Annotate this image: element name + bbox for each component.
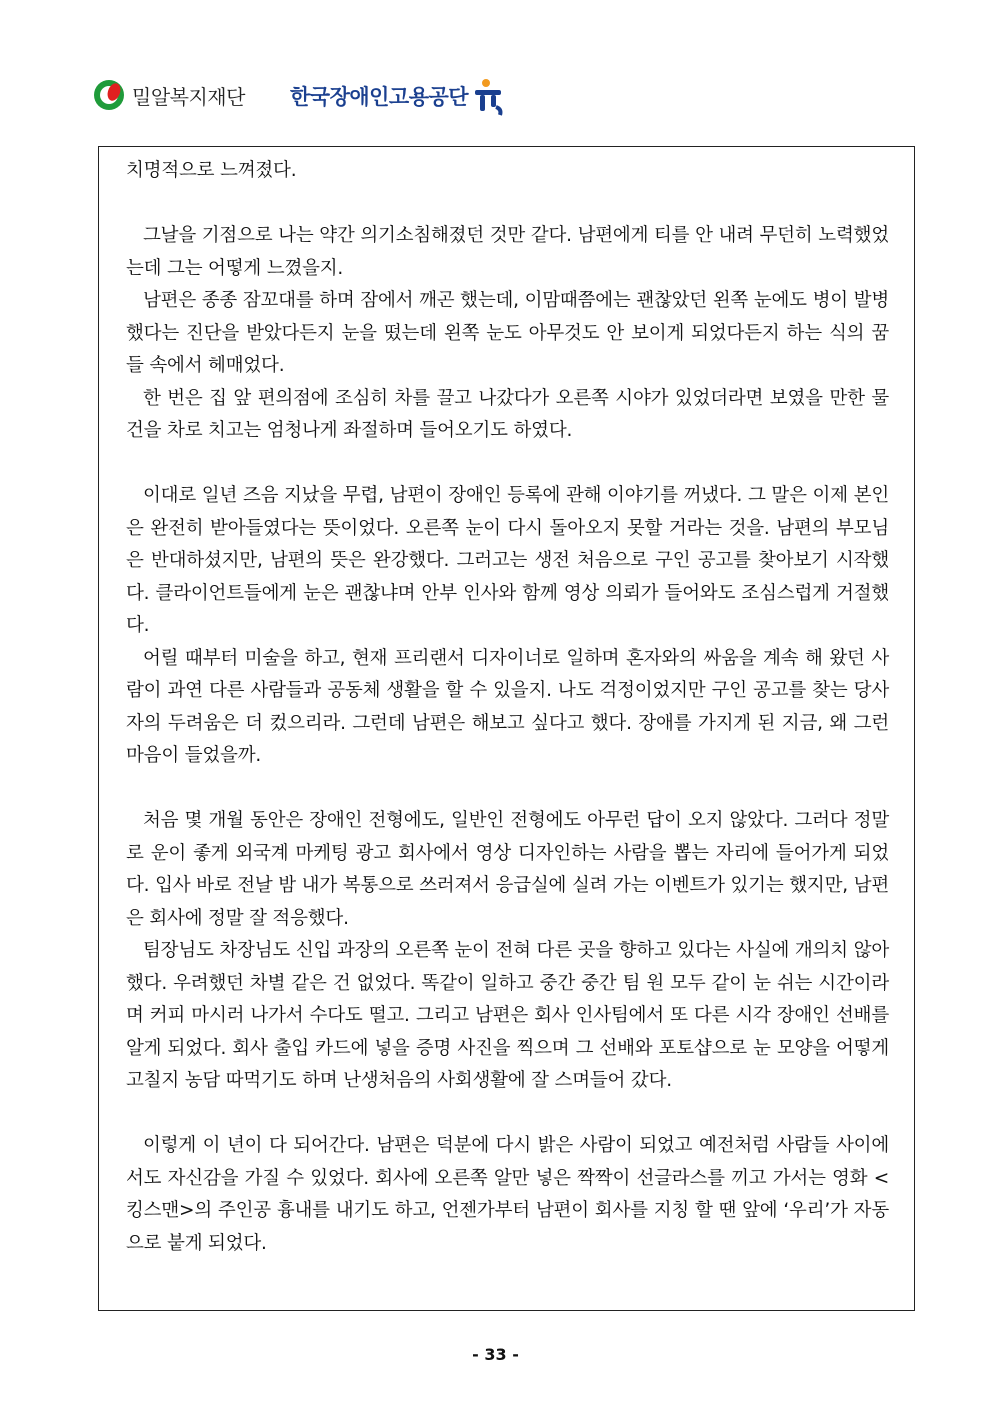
- paragraph: 팀장님도 차장님도 신입 과장의 오른쪽 눈이 전혀 다른 곳을 향하고 있다는 사실에 개의치 않아 했다. 우려했던 차별 같은 건 없었다. 똑같이 일하고 중간 중간 팀 원 모두 같이 눈 쉬는 시간이라며 커피 마시러 나가서 수다도 떨고. 그리고 남편은 회사 인사팀에서 또 다른 시각 장애인 선배를 알게 되었다. 회사 출입 카드에 넣을 증명 사진을 찍으며 그 선배와 포토샵으로 눈 모양을 어떻게 고칠지 농담 따먹기도 하며 난생처음의 사회생활에 잘 스며들어 갔다.: [126, 940, 889, 1091]
- paragraph-gap: [126, 1098, 889, 1131]
- paragraph: 남편은 종종 잠꼬대를 하며 잠에서 깨곤 했는데, 이맘때쯤에는 괜찮았던 왼쪽 눈에도 병이 발병했다는 진단을 받았다든지 눈을 떴는데 왼쪽 눈도 아무것도 안 보이게 되었다든지 하는 식의 꿈들 속에서 헤매었다.: [126, 290, 889, 376]
- page-header: [92, 72, 532, 120]
- paragraph: 그날을 기점으로 나는 약간 의기소침해졌던 것만 같다. 남편에게 티를 안 내려 무던히 노력했었는데 그는 어떻게 느꼈을지.: [126, 225, 889, 279]
- paragraph: 한 번은 집 앞 편의점에 조심히 차를 끌고 나갔다가 오른쪽 시야가 있었더라면 보였을 만한 물건을 차로 치고는 엄청나게 좌절하며 들어오기도 하였다.: [126, 387, 889, 441]
- kead-name: 한국장애인고용공단: [290, 85, 469, 109]
- paragraph-gap: [126, 448, 889, 481]
- text-box: [98, 146, 915, 1311]
- page-number: - 33 -: [472, 1345, 519, 1364]
- paragraph: 어릴 때부터 미술을 하고, 현재 프리랜서 디자이너로 일하며 혼자와의 싸움을 계속 해 왔던 사람이 과연 다른 사람들과 공동체 생활을 할 수 있을지. 나도 걱정이었지만 구인 공고를 찾는 당사자의 두려움은 더 컸으리라. 그런데 남편은 해보고 싶다고 했다. 장애를 가지게 된 지금, 왜 그런 마음이 들었을까.: [126, 647, 889, 766]
- paragraph-gap: [126, 188, 889, 221]
- paragraph-gap: [126, 773, 889, 806]
- milal-foundation-logo: [92, 78, 245, 112]
- milal-seed-icon: [92, 78, 126, 112]
- paragraph: 이대로 일년 즈음 지났을 무렵, 남편이 장애인 등록에 관해 이야기를 꺼냈다. 그 말은 이제 본인은 완전히 받아들였다는 뜻이었다. 오른쪽 눈이 다시 돌아오지 못할 거라는 것을. 남편의 부모님은 반대하셨지만, 남편의 뜻은 완강했다. 그러고는 생전 처음으로 구인 공고를 찾아보기 시작했다. 클라이언트들에게 눈은 괜찮냐며 안부 인사와 함께 영상 의뢰가 들어와도 조심스럽게 거절했다.: [126, 485, 889, 636]
- milal-foundation-name: 밀알복지재단: [132, 84, 245, 109]
- kead-figure-icon: [472, 76, 506, 116]
- paragraph: 처음 몇 개월 동안은 장애인 전형에도, 일반인 전형에도 아무런 답이 오지 않았다. 그러다 정말로 운이 좋게 외국계 마케팅 광고 회사에서 영상 디자인하는 사람을 뽑는 자리에 들어가게 되었다. 입사 바로 전날 밤 내가 복통으로 쓰러져서 응급실에 실려 가는 이벤트가 있기는 했지만, 남편은 회사에 정말 잘 적응했다.: [126, 810, 889, 929]
- essay-body: [126, 155, 889, 1260]
- paragraph: 치명적으로 느껴졌다.: [126, 160, 297, 181]
- paragraph: 이렇게 이 년이 다 되어간다. 남편은 덕분에 다시 밝은 사람이 되었고 예전처럼 사람들 사이에서도 자신감을 가질 수 있었다. 회사에 오른쪽 알만 넣은 짝짝이 선글라스를 끼고 가서는 영화 <킹스맨>의 주인공 흉내를 내기도 하고, 언젠가부터 남편이 회사를 지칭 할 땐 앞에 ‘우리’가 자동으로 붙게 되었다.: [126, 1135, 889, 1254]
- kead-logo: [290, 72, 506, 120]
